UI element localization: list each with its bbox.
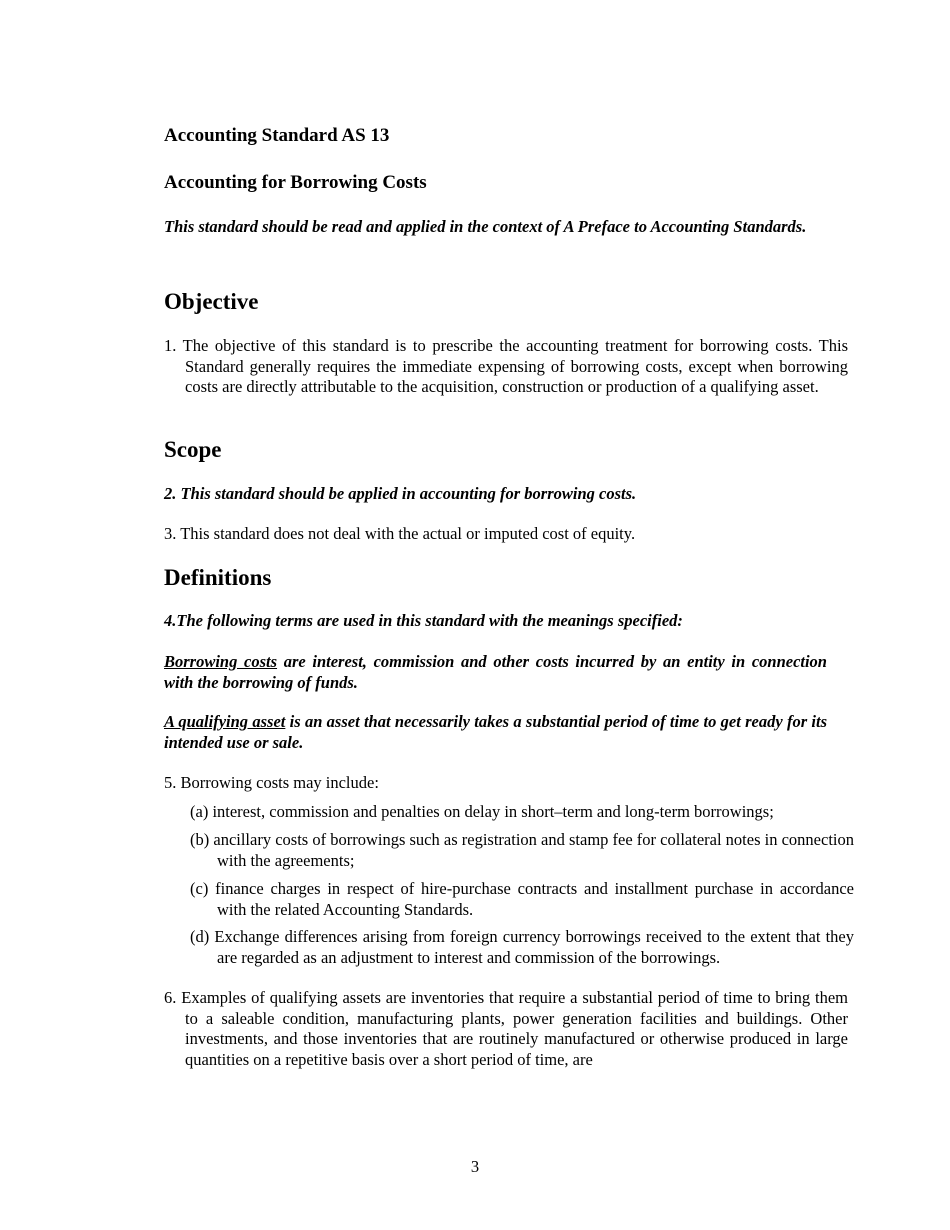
- definition-borrowing-costs: [164, 652, 827, 693]
- list-item-a: (a) interest, commission and penalties on delay in short–term and long-term borrowings;: [190, 802, 774, 821]
- paragraph-2: 2. This standard should be applied in accounting for borrowing costs.: [164, 484, 637, 503]
- scope-heading: Scope: [164, 437, 222, 462]
- term-qualifying-asset: A qualifying asset: [164, 712, 286, 731]
- paragraph-6: 6. Examples of qualifying assets are inventories that require a substantial period of time to bring them to a saleable condition, manufacturing plants, power generation facilities and buildings. Other investments, and those inventories that are routinely manufactured or otherwise produced in large quantities on a repetitive basis over a short period of time, are: [164, 988, 848, 1069]
- paragraph-5: 5. Borrowing costs may include:: [164, 773, 379, 792]
- objective-heading: Objective: [164, 289, 259, 314]
- document-subtitle: Accounting for Borrowing Costs: [164, 172, 427, 193]
- list-item-b: (b) ancillary costs of borrowings such as registration and stamp fee for collateral notes in connection with the agreements;: [190, 830, 854, 870]
- definition-text: are interest, commission and other costs incurred by an entity in connection with the borrowing of funds.: [164, 652, 827, 692]
- list-item-d: (d) Exchange differences arising from foreign currency borrowings received to the extent that they are regarded as an adjustment to interest and commission of the borrowings.: [190, 927, 854, 967]
- definitions-heading: Definitions: [164, 565, 272, 590]
- page-number: 3: [470, 1157, 480, 1176]
- preface-note: This standard should be read and applied in the context of A Preface to Accounting Standards.: [164, 217, 807, 236]
- paragraph-3: 3. This standard does not deal with the actual or imputed cost of equity.: [164, 524, 636, 543]
- document-title: Accounting Standard AS 13: [164, 125, 390, 146]
- list-item-c: (c) finance charges in respect of hire-purchase contracts and installment purchase in accordance with the related Accounting Standards.: [190, 879, 854, 919]
- definition-qualifying-asset: [164, 712, 827, 753]
- paragraph-1: 1. The objective of this standard is to prescribe the accounting treatment for borrowing costs. This Standard generally requires the immediate expensing of borrowing costs, except when borrowing costs are directly attributable to the acquisition, construction or production of a qualifying asset.: [164, 336, 848, 396]
- definition-text: is an asset that necessarily takes a substantial period of time to get ready for its intended use or sale.: [164, 712, 827, 752]
- term-borrowing-costs: Borrowing costs: [164, 652, 278, 671]
- paragraph-4: 4.The following terms are used in this standard with the meanings specified:: [164, 611, 683, 630]
